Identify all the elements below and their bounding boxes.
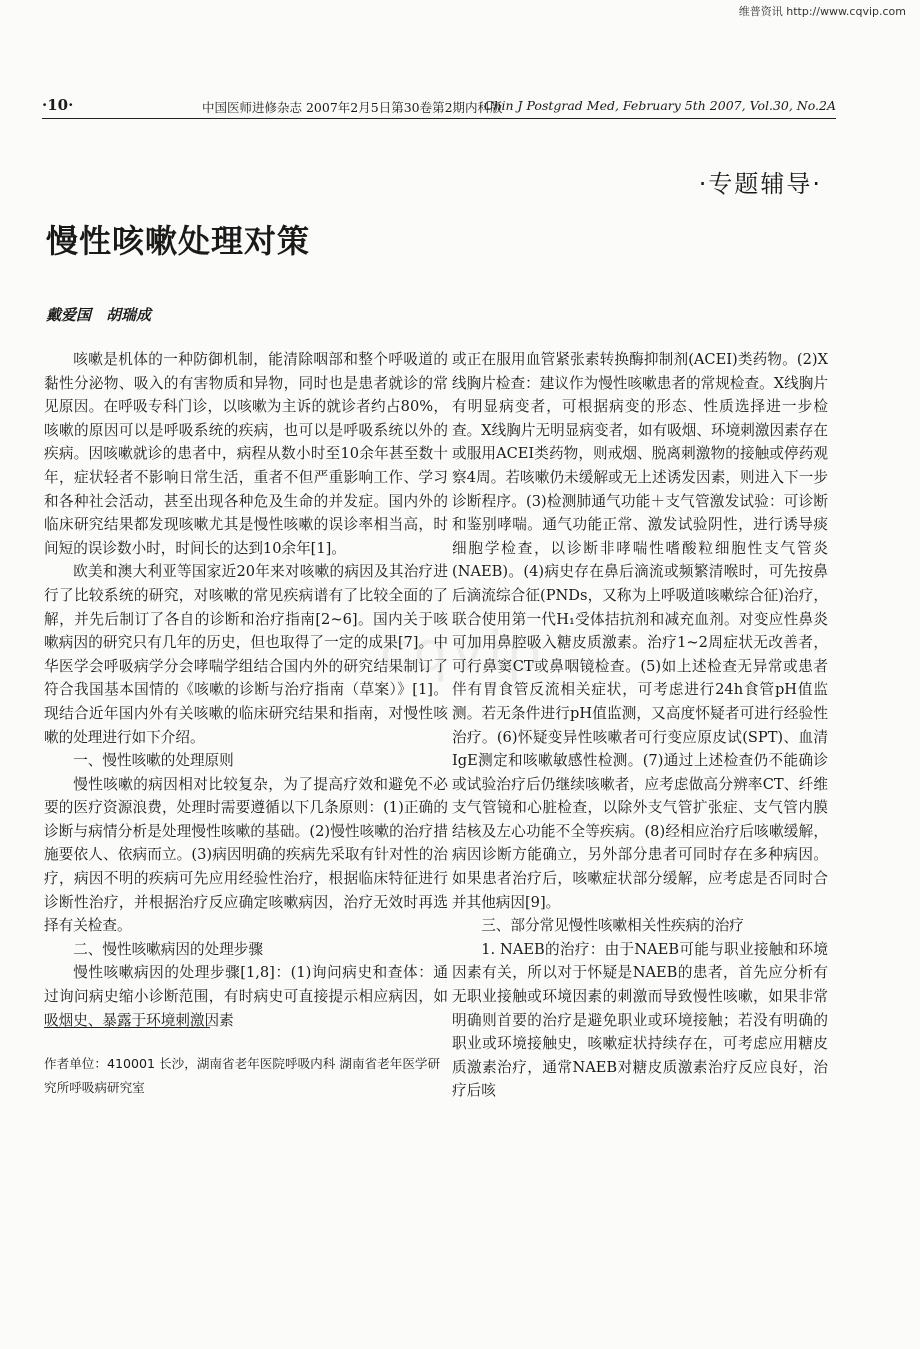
left-column [44, 348, 448, 1032]
right-column [452, 348, 828, 1103]
section-heading-steps: 二、慢性咳嗽病因的处理步骤 [73, 940, 263, 958]
author-affiliation: 作者单位：410001 长沙，湖南省老年医院呼吸内科 湖南省老年医学研究所呼吸病研究室 [44, 1056, 441, 1095]
paragraph-naeb: 1. NAEB的治疗：由于NAEB可能与职业接触和环境因素有关，所以对于怀疑是NAEB的患者，首先应分析有无职业接触或环境因素的刺激而导致慢性咳嗽，如果非常明确则首要的治疗是避免职业或环境接触；若没有明确的职业或环境接触史，咳嗽症状持续存在，可考虑应用糖皮质激素治疗，通常NAEB对糖皮质激素治疗反应良好，治疗后咳 [452, 940, 828, 1100]
corner-mark: 维普资讯 http://www.cqvip.com [738, 5, 906, 18]
authors: 戴爱国 胡瑞成 [46, 306, 152, 324]
paragraph-steps-continued: 或正在服用血管紧张素转换酶抑制剂(ACEI)类药物。(2)X线胸片检查：建议作为慢性咳嗽患者的常规检查。X线胸片有明显病变者，可根据病变的形态、性质选择进一步检查。X线胸片无明显病变者，如有吸烟、环境刺激因素存在或服用ACEI类药物，则戒烟、脱离刺激物的接触或停药观察4周。若咳嗽仍未缓解或无上述诱发因素，则进入下一步诊断程序。(3)检测肺通气功能＋支气管激发试验：可诊断和鉴别哮喘。通气功能正常、激发试验阴性，进行诱导痰细胞学检查，以诊断非哮喘性嗜酸粒细胞性支气管炎(NAEB)。(4)病史存在鼻后滴流或频繁清喉时，可先按鼻后滴流综合征(PNDs，又称为上呼吸道咳嗽综合征)治疗，联合使用第一代H₁受体拮抗剂和减充血剂。对变应性鼻炎可加用鼻腔吸入糖皮质激素。治疗1~2周症状无改善者，可行鼻窦CT或鼻咽镜检查。(5)如上述检查无异常或患者伴有胃食管反流相关症状，可考虑进行24h食管pH值监测。若无条件进行pH值监测，又高度怀疑者可进行经验性治疗。(6)怀疑变异性咳嗽者可行变应原皮试(SPT)、血清IgE测定和咳嗽敏感性检测。(7)通过上述检查仍不能确诊或试验治疗后仍继续咳嗽者，应考虑做高分辨率CT、纤维支气管镜和心脏检查，以除外支气管扩张症、支气管内膜结核及左心功能不全等疾病。(8)经相应治疗后咳嗽缓解，病因诊断方能确立，另外部分患者可同时存在多种病因。如果患者治疗后，咳嗽症状部分缓解，应考虑是否同时合并其他病因[9]。 [452, 351, 828, 911]
section-heading-treatment: 三、部分常见慢性咳嗽相关性疾病的治疗 [481, 917, 744, 935]
paragraph-intro: 咳嗽是机体的一种防御机制，能清除咽部和整个呼吸道的黏性分泌物、吸入的有害物质和异物，同时也是患者就诊的常见原因。在呼吸专科门诊，以咳嗽为主诉的就诊者约占80%，咳嗽的原因可以是呼吸系统的疾病，也可以是呼吸系统以外的疾病。因咳嗽就诊的患者中，病程从数小时至10余年甚至数十年，症状轻者不影响日常生活，重者不但严重影响工作、学习和各种社会活动，甚至出现各种危及生命的并发症。国内外的临床研究结果都发现咳嗽尤其是慢性咳嗽的误诊率相当高，时间短的误诊数小时，时间长的达到10余年[1]。 [44, 351, 448, 557]
journal-title-en: Chin J Postgrad Med, February 5th 2007, Vol.30, No.2A [483, 98, 836, 113]
footnote-divider [44, 1027, 210, 1028]
article-title: 慢性咳嗽处理对策 [46, 222, 311, 260]
page-number: ·10· [42, 96, 74, 114]
paragraph-principles: 慢性咳嗽的病因相对比较复杂，为了提高疗效和避免不必要的医疗资源浪费，处理时需要遵循以下几条原则：(1)正确的诊断与病情分析是处理慢性咳嗽的基础。(2)慢性咳嗽的治疗措施要依人、依病而立。(3)病因明确的疾病先采取有针对性的治疗，病因不明的疾病可先应用经验性治疗，根据临床特征进行诊断性治疗，并根据治疗反应确定咳嗽病因，治疗无效时再选择有关检查。 [44, 775, 448, 935]
journal-title-cn: 中国医师进修杂志 2007年2月5日第30卷第2期内科版 [202, 100, 503, 115]
paragraph-background: 欧美和澳大利亚等国家近20年来对咳嗽的病因及其治疗进行了比较系统的研究，对咳嗽的常见疾病谱有了比较全面的了解，并先后制订了各自的诊断和治疗指南[2~6]。国内关于咳嗽病因的研究只有几年的历史，但也取得了一定的成果[7]。中华医学会呼吸病学分会哮喘学组结合国内外的研究结果制订了符合我国基本国情的《咳嗽的诊断与治疗指南（草案）》[1]。现结合近年国内外有关咳嗽的临床研究结果和指南，对慢性咳嗽的处理进行如下介绍。 [44, 563, 448, 746]
paragraph-steps: 慢性咳嗽病因的处理步骤[1,8]：(1)询问病史和查体：通过询问病史缩小诊断范围，有时病史可直接提示相应病因，如吸烟史、暴露于环境刺激因素 [44, 964, 448, 1029]
section-heading-principles: 一、慢性咳嗽的处理原则 [73, 752, 234, 770]
column-tag: ·专题辅导· [698, 170, 822, 198]
running-header [42, 92, 836, 119]
watermark: cqvip [380, 620, 546, 683]
